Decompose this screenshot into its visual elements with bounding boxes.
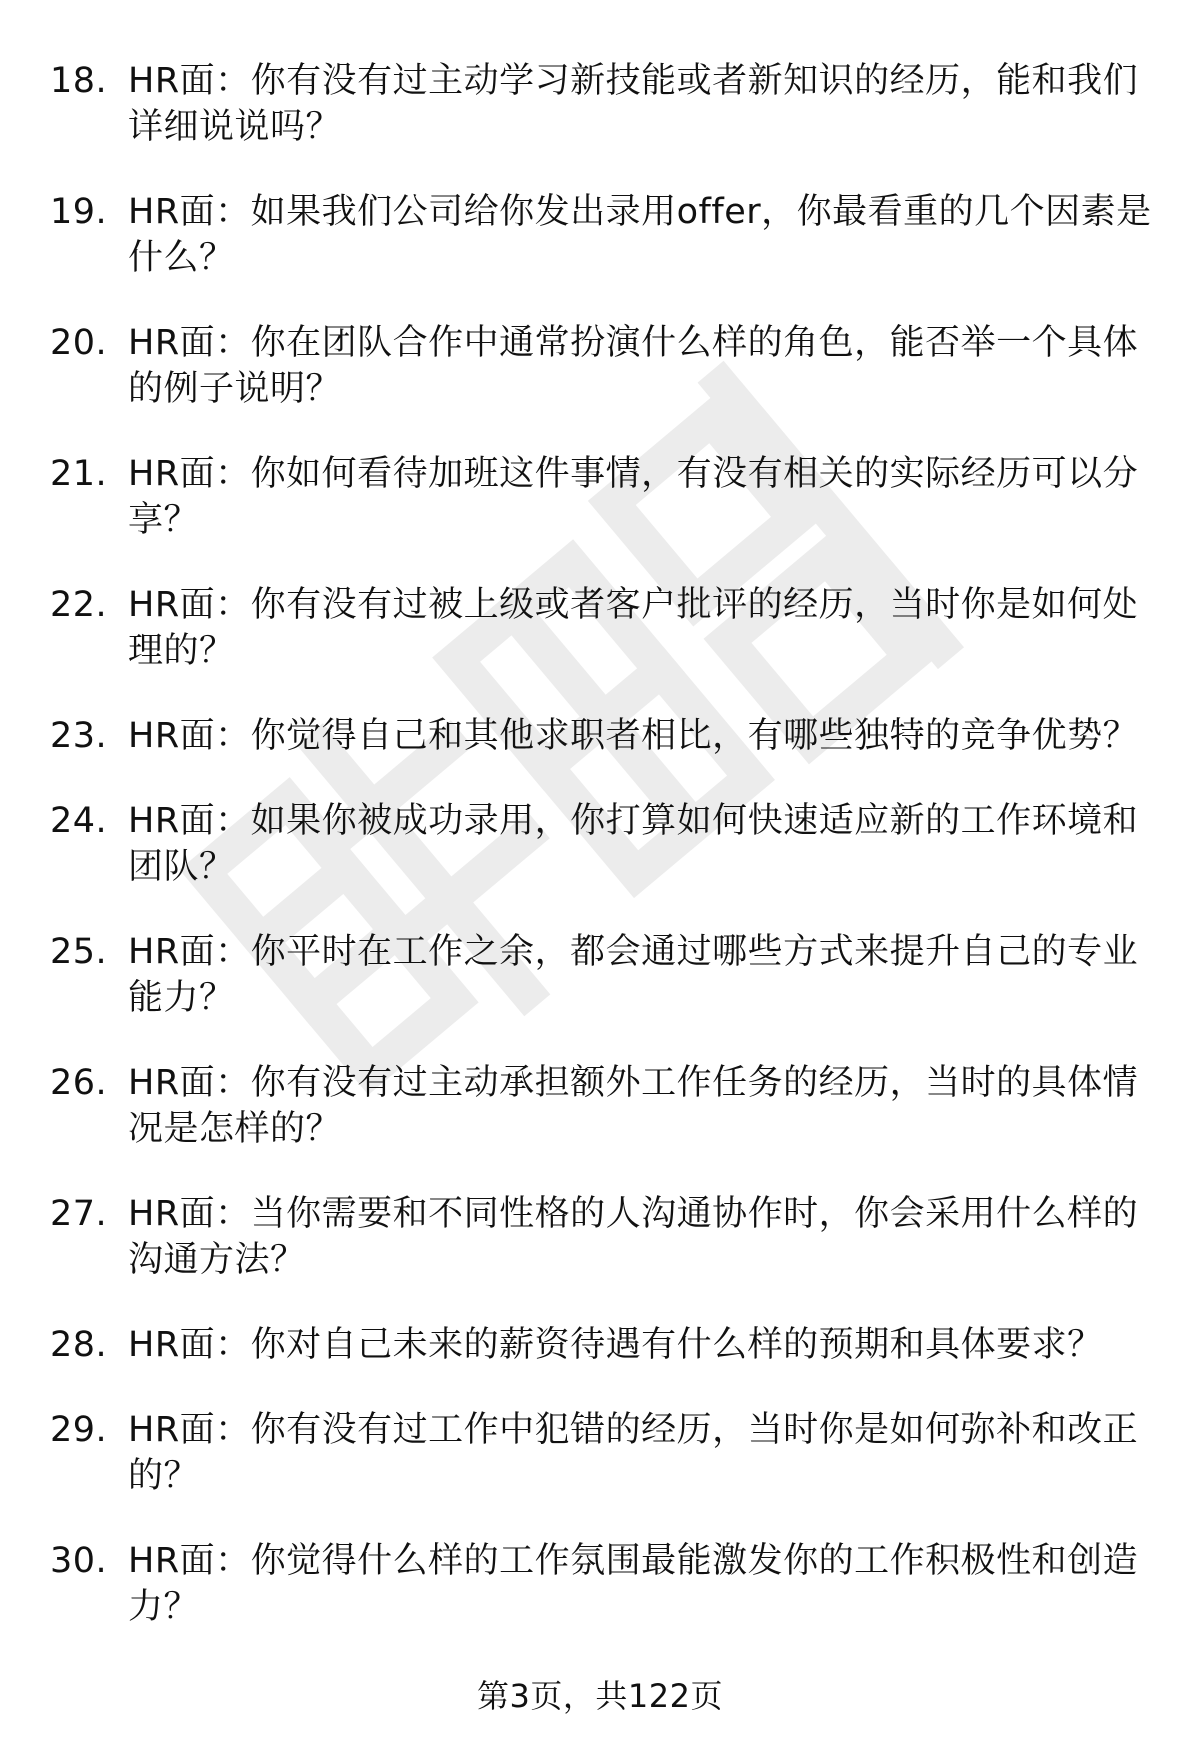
question-item <box>50 451 1160 543</box>
question-text: HR面：你觉得什么样的工作氛围最能激发你的工作积极性和创造力？ <box>128 1541 1139 1627</box>
question-item <box>50 1322 1160 1368</box>
question-text: HR面：你平时在工作之余，都会通过哪些方式来提升自己的专业能力？ <box>128 932 1139 1018</box>
question-text: HR面：如果你被成功录用，你打算如何快速适应新的工作环境和团队？ <box>128 801 1139 887</box>
question-item <box>50 1407 1160 1499</box>
question-item <box>50 582 1160 674</box>
question-number: 29. <box>50 1410 108 1450</box>
question-number: 18. <box>50 61 108 101</box>
question-number: 25. <box>50 932 108 972</box>
question-number: 26. <box>50 1063 108 1103</box>
question-number: 27. <box>50 1194 108 1234</box>
question-item <box>50 320 1160 412</box>
question-text: HR面：你对自己未来的薪资待遇有什么样的预期和具体要求？ <box>128 1325 1103 1365</box>
question-text: HR面：你有没有过主动学习新技能或者新知识的经历，能和我们详细说说吗？ <box>128 61 1139 147</box>
question-item <box>50 929 1160 1021</box>
question-number: 20. <box>50 323 108 363</box>
question-number: 19. <box>50 192 108 232</box>
question-number: 22. <box>50 585 108 625</box>
question-number: 30. <box>50 1541 108 1581</box>
question-text: HR面：你如何看待加班这件事情，有没有相关的实际经历可以分享？ <box>128 454 1139 540</box>
page-footer: 第3页，共122页 <box>477 1677 723 1715</box>
question-list <box>50 58 1160 1669</box>
question-text: HR面：你觉得自己和其他求职者相比，有哪些独特的竞争优势？ <box>128 716 1139 756</box>
question-text: HR面：你有没有过被上级或者客户批评的经历，当时你是如何处理的？ <box>128 585 1139 671</box>
question-item <box>50 1191 1160 1283</box>
question-item <box>50 189 1160 281</box>
question-number: 23. <box>50 716 108 756</box>
question-text: HR面：如果我们公司给你发出录用offer，你最看重的几个因素是什么？ <box>128 192 1152 278</box>
question-text: HR面：当你需要和不同性格的人沟通协作时，你会采用什么样的沟通方法？ <box>128 1194 1139 1280</box>
question-number: 21. <box>50 454 108 494</box>
question-item <box>50 713 1160 759</box>
question-text: HR面：你在团队合作中通常扮演什么样的角色，能否举一个具体的例子说明？ <box>128 323 1139 409</box>
question-item <box>50 798 1160 890</box>
question-number: 28. <box>50 1325 108 1365</box>
question-item <box>50 58 1160 150</box>
question-number: 24. <box>50 801 108 841</box>
question-item <box>50 1538 1160 1630</box>
question-item <box>50 1060 1160 1152</box>
question-text: HR面：你有没有过工作中犯错的经历，当时你是如何弥补和改正的？ <box>128 1410 1139 1496</box>
question-text: HR面：你有没有过主动承担额外工作任务的经历，当时的具体情况是怎样的？ <box>128 1063 1139 1149</box>
